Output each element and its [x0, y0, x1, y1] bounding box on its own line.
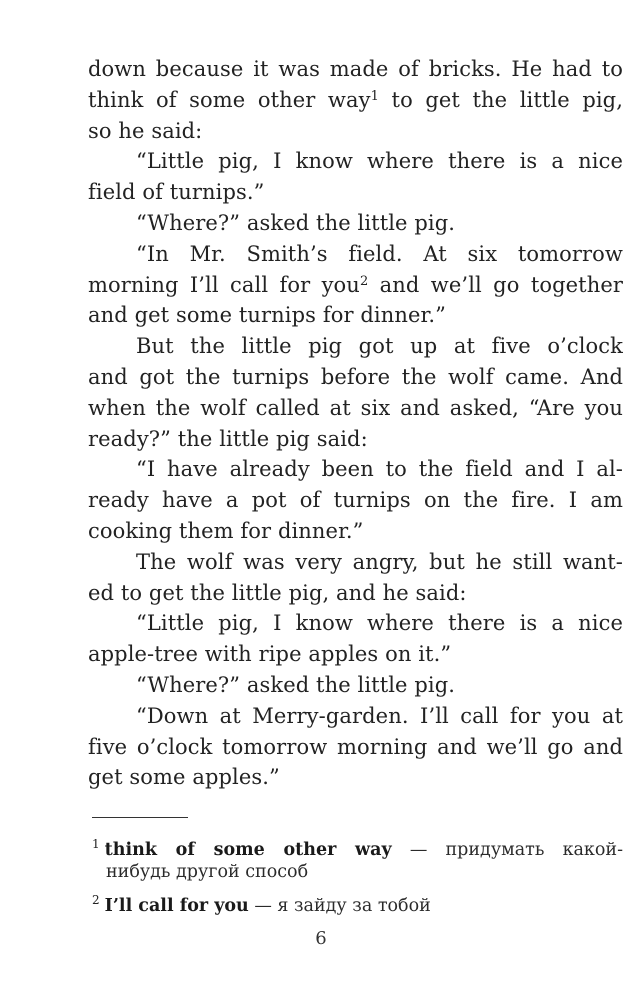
text-line: get some apples.” [88, 765, 280, 790]
text-line: “Little pig, I know where there is a nice [136, 149, 623, 174]
footnote-term: think of some other way [104, 840, 392, 860]
page-number: 6 [315, 928, 327, 949]
footnote-1 [92, 830, 623, 858]
text-line: five o’clock tomorrow morning and we’ll go and [88, 734, 623, 759]
text-line: apple-tree with ripe apples on it.” [88, 642, 452, 667]
footnote-gloss: — придумать какой- [391, 840, 623, 860]
text-line: “In Mr. Smith’s field. At six tomorrow [136, 241, 623, 266]
text-line: so he said: [88, 118, 203, 143]
text-line: and get some turnips for dinner.” [88, 303, 446, 328]
footnote-ref: 1 [370, 88, 379, 104]
text-line: “Little pig, I know where there is a nice [136, 611, 623, 636]
text-line: ed to get the little pig, and he said: [88, 580, 467, 605]
text-line: ready?” the little pig said: [88, 426, 368, 451]
footnote-number: 1 [92, 837, 100, 851]
text-line: “Where?” asked the little pig. [136, 672, 456, 697]
text-fragment: to get the little pig, [378, 87, 623, 112]
text-fragment: morning I’ll call for you [88, 272, 360, 297]
text-line: down because it was made of bricks. He had to [88, 57, 623, 81]
text-line: when the wolf called at six and asked, “Are you [88, 395, 623, 420]
footnote-number: 2 [92, 893, 100, 907]
footnote-ref: 2 [359, 273, 369, 289]
text-line: ready have a pot of turnips on the fire. I am [88, 488, 623, 513]
text-fragment: think of some other way [88, 87, 371, 112]
footnote-gloss: нибудь другой способ [106, 862, 309, 882]
text-line: “I have already been to the field and I al- [136, 457, 623, 482]
text-line [88, 85, 623, 116]
footnote-term: I’ll call for you [104, 896, 249, 916]
text-line: cooking them for dinner.” [88, 518, 364, 543]
text-line: “Where?” asked the little pig. [136, 210, 456, 235]
text-line: “Down at Merry-garden. I’ll call for you at [136, 703, 623, 728]
footnote-2 [92, 886, 623, 914]
footnotes [92, 830, 623, 914]
text-line [88, 270, 623, 301]
text-line: But the little pig got up at five o’clock [136, 334, 623, 359]
text-line: and got the turnips before the wolf came. And [88, 364, 623, 389]
text-line: The wolf was very angry, but he still want- [136, 549, 623, 574]
text-fragment: and we’ll go together [368, 272, 624, 297]
footnote-gloss: — я зайду за тобой [248, 896, 431, 916]
text-line: field of turnips.” [88, 180, 265, 205]
footnote-1-continuation [92, 858, 623, 886]
footnote-divider [92, 817, 188, 818]
main-text [88, 54, 623, 793]
